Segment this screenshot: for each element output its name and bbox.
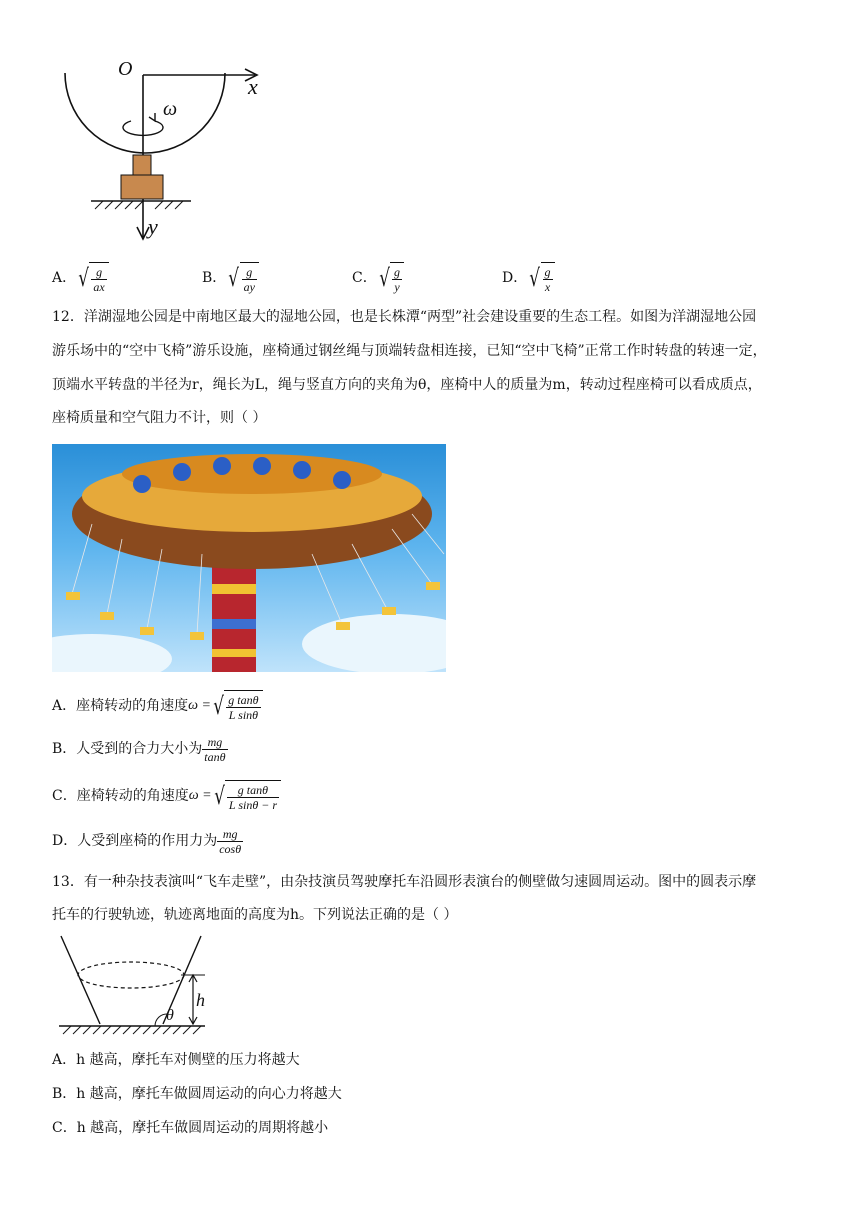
q12-option-b-math: $\frac{mg}{\tan\theta}$ [204, 734, 226, 764]
bowl-axes-figure [55, 55, 275, 245]
q12-stem-line1: 12．洋湖湿地公园是中南地区最大的湿地公园，也是长株潭“两型”社会建设重要的生态工程。如图为洋湖湿地公园 [52, 309, 757, 325]
q12-option-a-math: √ $\frac{\text{g tanθ}}{\text{L sinθ}}$ [211, 690, 263, 722]
q13-option-a[interactable]: A．h 越高，摩托车对侧壁的压力将越大 [52, 1052, 300, 1068]
y-axis-label: y [148, 214, 158, 239]
q12-option-b[interactable] [52, 734, 228, 764]
q13-stem-line1: 13．有一种杂技表演叫“飞车走壁”，由杂技演员驾驶摩托车沿圆形表演台的侧壁做匀速圆周运动。图中的圆表示摩 [52, 874, 757, 890]
q12-stem-line4: 座椅质量和空气阻力不计，则（ ） [52, 410, 267, 426]
q11-option-a[interactable] [52, 262, 109, 294]
cone-wall-figure [55, 930, 215, 1040]
q12-option-b-text: B．人受到的合力大小为 [52, 741, 203, 757]
q12-stem-line3: 顶端水平转盘的半径为r，绳长为L，绳与竖直方向的夹角为θ，座椅中人的质量为m，转动过程座椅可以看成质点， [52, 377, 762, 393]
q13-option-b[interactable]: B．h 越高，摩托车做圆周运动的向心力将越大 [52, 1086, 342, 1102]
q11-option-d[interactable] [502, 262, 555, 294]
q11-option-c[interactable] [352, 262, 404, 294]
swing-ride-photo [52, 444, 446, 672]
q11-option-a-math: √ $\frac{g}{ax}$ [76, 262, 109, 294]
q11-option-c-letter: C． [352, 270, 377, 286]
q11-option-d-math: √ $\frac{g}{x}$ [527, 262, 554, 294]
q11-option-c-math: √ $\frac{g}{y}$ [377, 262, 404, 294]
q12-option-c-math: √ $\frac{\text{g tanθ}}{\text{L sinθ − r}}$ [212, 780, 281, 812]
origin-label: O [118, 58, 133, 80]
q12-option-d-math: $\frac{mg}{\cos\theta}$ [219, 826, 242, 856]
q12-option-c-lhs: ω = [188, 788, 212, 803]
q12-option-c[interactable] [52, 780, 281, 812]
q11-option-d-letter: D． [502, 270, 528, 286]
q13-option-c[interactable]: C．h 越高，摩托车做圆周运动的周期将越小 [52, 1120, 329, 1136]
q12-stem-line2: 游乐场中的“空中飞椅”游乐设施，座椅通过钢丝绳与顶端转盘相连接，已知“空中飞椅”正常工作时转盘的转速一定， [52, 343, 767, 359]
q12-option-d-text: D．人受到座椅的作用力为 [52, 833, 218, 849]
q11-option-b[interactable] [202, 262, 259, 294]
q11-option-b-math: √ $\frac{g}{ay}$ [226, 262, 259, 294]
omega-label: ω [163, 98, 178, 120]
q11-option-a-letter: A． [52, 270, 77, 286]
angle-label: θ [166, 1007, 174, 1024]
q12-option-a[interactable] [52, 690, 263, 722]
q12-option-c-text: C．座椅转动的角速度 [52, 788, 189, 804]
q12-option-a-lhs: ω = [188, 698, 211, 713]
q13-stem-line2: 托车的行驶轨迹，轨迹离地面的高度为h。下列说法正确的是（ ） [52, 907, 458, 923]
height-label: h [196, 990, 205, 1010]
q11-option-b-letter: B． [202, 270, 227, 286]
x-axis-label: x [248, 74, 258, 99]
q12-option-d[interactable] [52, 826, 243, 856]
q12-option-a-text: A．座椅转动的角速度 [52, 698, 189, 714]
swing-ride-illustration [52, 444, 446, 672]
